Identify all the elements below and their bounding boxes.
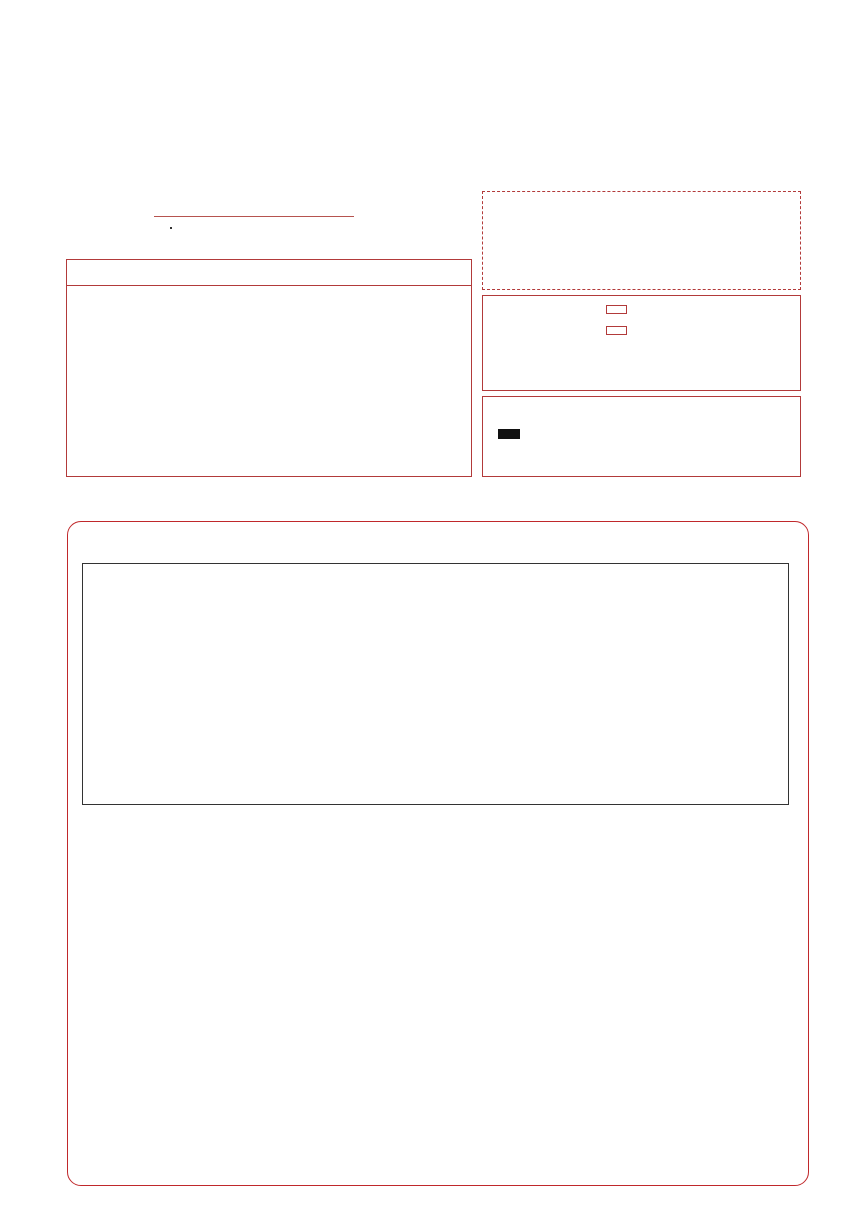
top-timing-marks (58, 41, 818, 56)
exam-id-row (78, 227, 172, 229)
fill-sample-panel (482, 396, 801, 477)
barcode-area (482, 191, 801, 290)
notice-heading (67, 260, 471, 286)
violation-mark-box[interactable] (606, 326, 627, 335)
correct-fill-row (494, 429, 520, 439)
proctor-only-panel (482, 295, 801, 391)
notice-panel (66, 259, 472, 477)
violation-mark-row (578, 326, 627, 335)
notice-list (67, 286, 471, 290)
absent-mark-row (578, 305, 627, 314)
mcq-section (82, 563, 789, 805)
exam-id-boxes (170, 227, 172, 229)
filled-mark-icon (498, 429, 520, 439)
absent-mark-box[interactable] (606, 305, 627, 314)
name-field[interactable] (154, 203, 354, 217)
name-row (78, 203, 354, 217)
